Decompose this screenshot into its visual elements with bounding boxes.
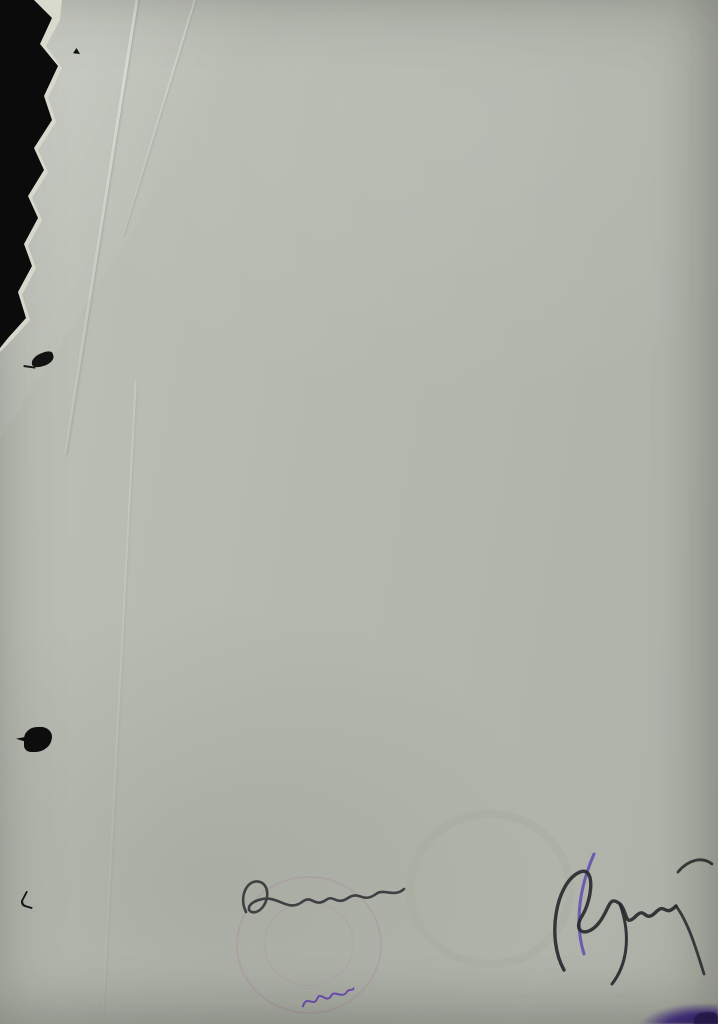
typed-content (0, 0, 718, 48)
paper-crease (101, 380, 136, 1019)
signature-ink-nikolaev (528, 842, 718, 992)
purple-ink-corner-stain (694, 1012, 718, 1024)
ink-mark (18, 891, 39, 909)
signature-ink-golovko (232, 868, 412, 928)
ink-speck (45, 62, 49, 66)
fold-shading (0, 0, 280, 440)
ink-blot (24, 727, 52, 752)
